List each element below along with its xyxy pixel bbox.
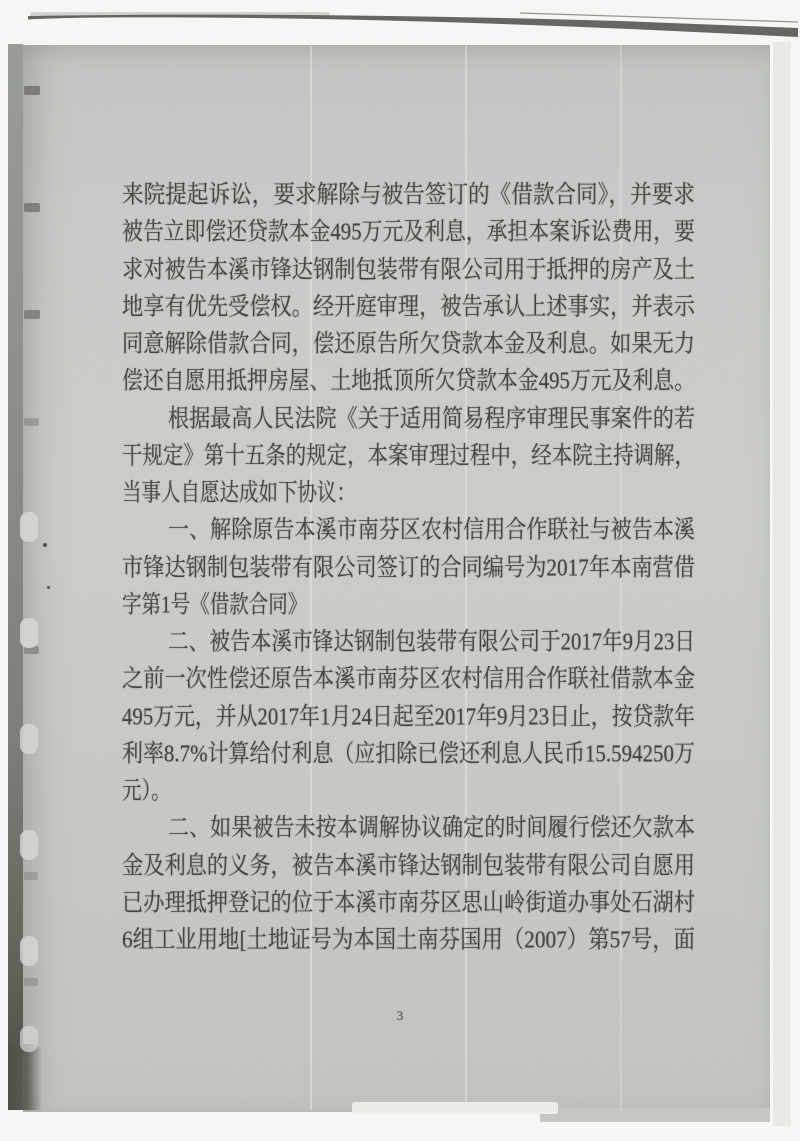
text-line: 金及利息的义务，被告本溪市锋达钢制包装带有限公司自愿用 xyxy=(122,852,696,880)
text-line: 求对被告本溪市锋达钢制包装带有限公司用于抵押的房产及土 xyxy=(122,256,696,284)
text-line: 偿还自愿用抵押房屋、土地抵顶所欠贷款本金495万元及利息。 xyxy=(122,368,695,395)
scan-page-bottom-edge xyxy=(540,1108,770,1122)
text-line: 市锋达钢制包装带有限公司签订的合同编号为2017年本南营借 xyxy=(122,554,696,582)
binding-notch xyxy=(20,1026,38,1052)
binding-mark xyxy=(24,978,38,986)
text-line: 根据最高人民法院《关于适用简易程序审理民事案件的若 xyxy=(168,405,696,433)
text-line: 来院提起诉讼，要求解除与被告签订的《借款合同》，并要求 xyxy=(122,182,695,209)
text-line: 字第1号《借款合同》 xyxy=(122,592,308,619)
binding-mark xyxy=(24,203,40,212)
text-line: 二、被告本溪市锋达钢制包装带有限公司于2017年9月23日 xyxy=(168,629,696,656)
document-text xyxy=(122,177,695,959)
ink-speck xyxy=(47,586,50,589)
scan-top-streak xyxy=(0,0,800,52)
text-line: 二、如果被告未按本调解协议确定的时间履行偿还欠款本 xyxy=(168,815,696,842)
binding-mark xyxy=(24,86,40,95)
binding-mark xyxy=(24,872,38,880)
text-line: 之前一次性偿还原告本溪市南芬区农村信用合作联社借款本金 xyxy=(122,666,696,693)
binding-notch xyxy=(20,936,38,966)
text-line: 495万元，并从2017年1月24日起至2017年9月23日止，按贷款年 xyxy=(122,703,695,731)
text-line: 元）。 xyxy=(122,778,171,805)
text-line: 地享有优先受偿权。经开庭审理，被告承认上述事实，并表示 xyxy=(122,294,696,321)
text-line: 当事人自愿达成如下协议： xyxy=(122,480,357,507)
ink-speck xyxy=(43,543,47,547)
text-line: 被告立即偿还贷款本金495万元及利息，承担本案诉讼费用，要 xyxy=(122,219,695,246)
binding-notch xyxy=(20,724,38,754)
binding-notch xyxy=(20,830,38,860)
scan-bottom-notch xyxy=(352,1102,558,1114)
text-line: 利率8.7%计算给付利息（应扣除已偿还利息人民币15.594250万 xyxy=(122,741,695,768)
binding-notch xyxy=(20,512,38,542)
text-line: 干规定》第十五条的规定，本案审理过程中，经本院主持调解， xyxy=(122,443,695,470)
text-line: 6组工业用地[土地证号为本国土南芬国用（2007）第57号，面 xyxy=(122,927,696,954)
text-line: 同意解除借款合同，偿还原告所欠贷款本金及利息。如果无力 xyxy=(122,331,696,358)
scan-right-band xyxy=(773,42,791,1126)
text-line: 已办理抵押登记的位于本溪市南芬区思山岭街道办事处石湖村 xyxy=(122,890,696,917)
binding-mark xyxy=(24,310,40,319)
binding-mark xyxy=(24,418,39,426)
page-number: 3 xyxy=(396,1008,404,1023)
binding-notch xyxy=(20,618,38,648)
binding-edge-shadow xyxy=(8,1044,42,1110)
text-line: 一、解除原告本溪市南芬区农村信用合作联社与被告本溪 xyxy=(168,517,696,544)
